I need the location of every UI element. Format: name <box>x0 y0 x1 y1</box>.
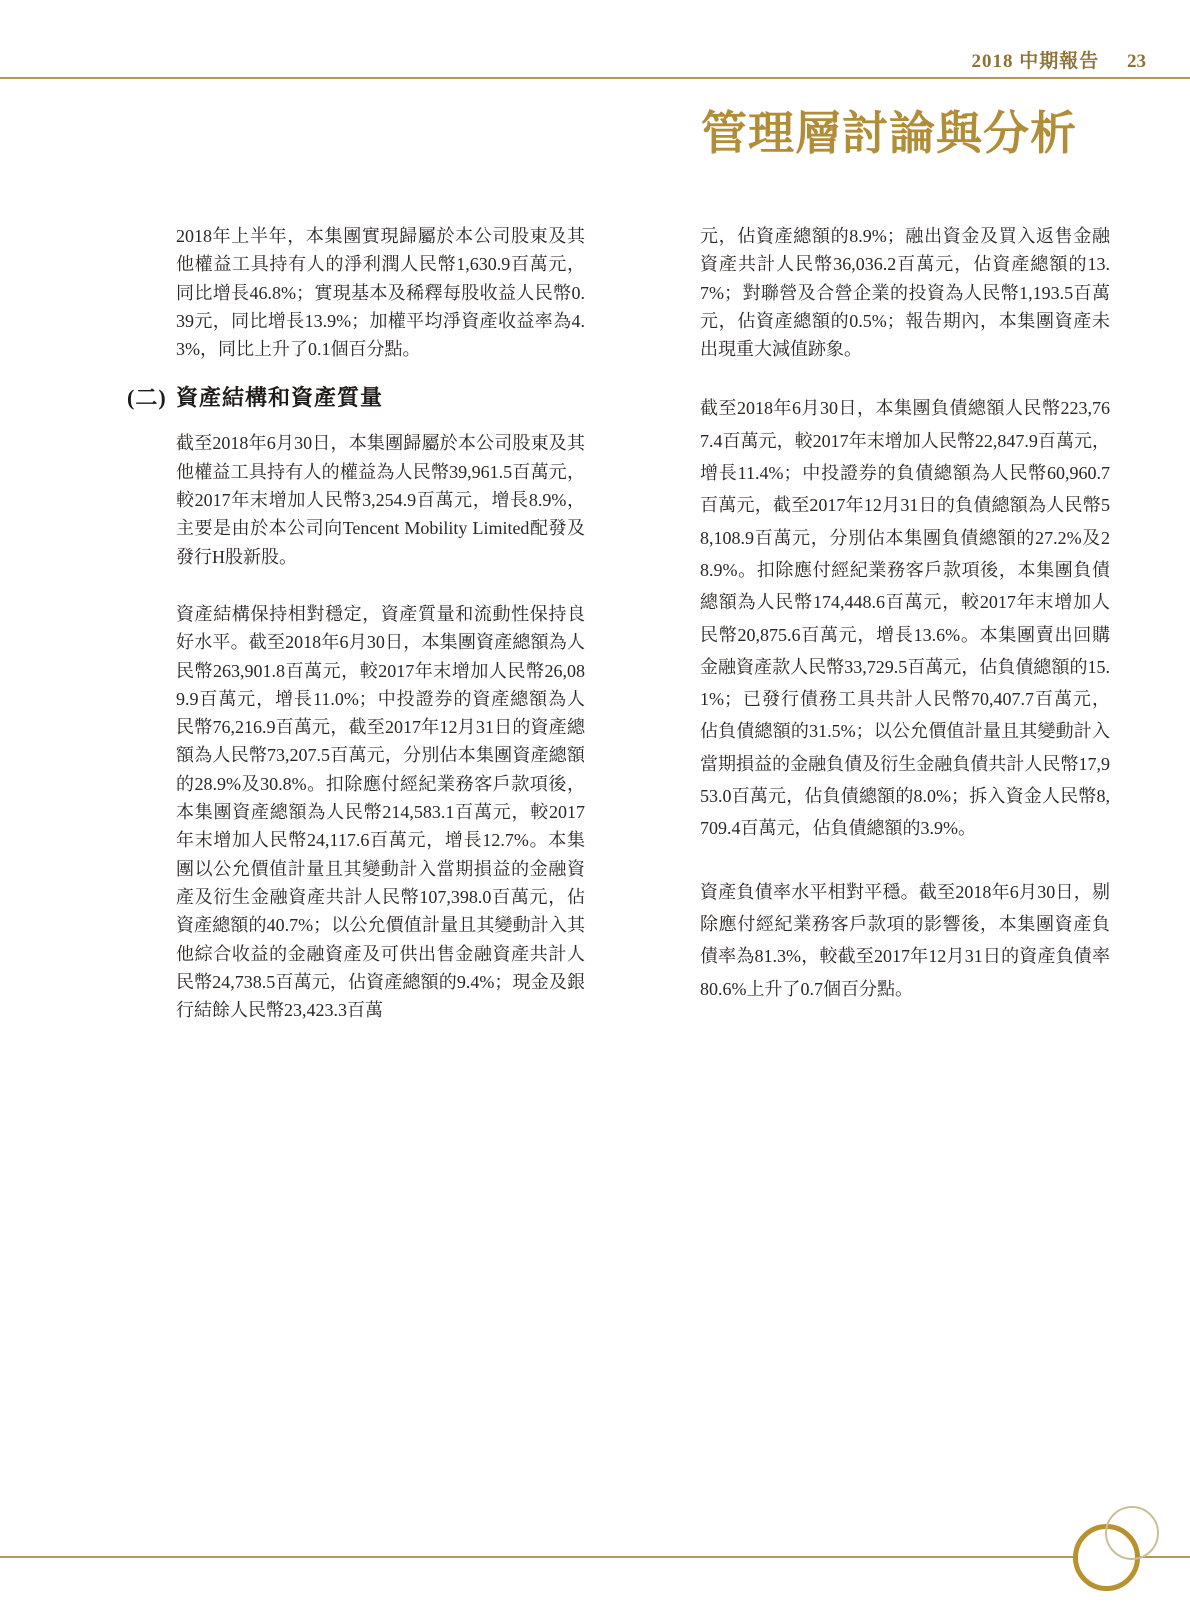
paragraph-asset-structure: 資產結構保持相對穩定，資產質量和流動性保持良好水平。截至2018年6月30日，本集團資產總額為人民幣263,901.8百萬元，較2017年末增加人民幣26,089.9百萬元，增長11.0%；中投證券的資產總額為人民幣76,216.9百萬元，截至2017年12月31日的資產總額為人民幣73,207.5百萬元，分別佔本集團資產總額的28.9%及30.8%。扣除應付經紀業務客戶款項後，本集團資產總額為人民幣214,583.1百萬元，較2017年末增加人民幣24,117.6百萬元，增長12.7%。本集團以公允價值計量且其變動計入當期損益的金融資產及衍生金融資產共計人民幣107,398.0百萬元，佔資產總額的40.7%；以公允價值計量且其變動計入其他綜合收益的金融資產及可供出售金融資產共計人民幣24,738.5百萬元，佔資產總額的9.4%；現金及銀行結餘人民幣23,423.3百萬 <box>176 603 585 1021</box>
section-heading <box>127 383 585 413</box>
paragraph-equity: 截至2018年6月30日，本集團歸屬於本公司股東及其他權益工具持有人的權益為人民幣39,961.5百萬元，較2017年末增加人民幣3,254.9百萬元，增長8.9%，主要是由於本公司向Tencent Mobility Limited配發及發行H股新股。 <box>176 433 585 567</box>
page-title: 管理層討論與分析 <box>701 108 1077 159</box>
footer-divider-line <box>0 1556 1190 1558</box>
paragraph-leverage-ratio: 資產負債率水平相對平穩。截至2018年6月30日，剔除應付經紀業務客戶款項的影響後，本集團資產負債率為81.3%，較截至2017年12月31日的資產負債率80.6%上升了0.7個百分點。 <box>700 881 1110 999</box>
paragraph-asset-structure-continued: 元，佔資產總額的8.9%；融出資金及買入返售金融資產共計人民幣36,036.2百萬元，佔資產總額的13.7%；對聯營及合營企業的投資為人民幣1,193.5百萬元，佔資產總額的0.5%；報告期內，本集團資產未出現重大減值跡象。 <box>700 226 1110 360</box>
page-number: 23 <box>1127 51 1146 72</box>
section-number: (二) <box>127 385 167 411</box>
section-title: 資產結構和資產質量 <box>176 385 384 411</box>
paragraph-liabilities: 截至2018年6月30日，本集團負債總額人民幣223,767.4百萬元，較2017年末增加人民幣22,847.9百萬元，增長11.4%；中投證券的負債總額為人民幣60,960.7百萬元，截至2017年12月31日的負債總額為人民幣58,108.9百萬元，分別佔本集團負債總額的27.2%及28.9%。扣除應付經紀業務客戶款項後，本集團負債總額為人民幣174,448.6百萬元，較2017年末增加人民幣20,875.6百萬元，增長13.6%。本集團賣出回購金融資產款人民幣33,729.5百萬元，佔負債總額的15.1%；已發行債務工具共計人民幣70,407.7百萬元，佔負債總額的31.5%；以公允價值計量且其變動計入當期損益的金融負債及衍生金融負債共計人民幣17,953.0百萬元，佔負債總額的8.0%；拆入資金人民幣8,709.4百萬元，佔負債總額的3.9%。 <box>700 398 1110 839</box>
report-title: 2018 中期報告 <box>971 51 1100 72</box>
left-column <box>127 0 585 1024</box>
paragraph-net-profit: 2018年上半年，本集團實現歸屬於本公司股東及其他權益工具持有人的淨利潤人民幣1,630.9百萬元，同比增長46.8%；實現基本及稀釋每股收益人民幣0.39元，同比增長13.9%；加權平均淨資產收益率為4.3%，同比上升了0.1個百分點。 <box>176 226 585 360</box>
decorative-circle-small <box>1105 1506 1159 1560</box>
right-column <box>700 0 1110 1005</box>
